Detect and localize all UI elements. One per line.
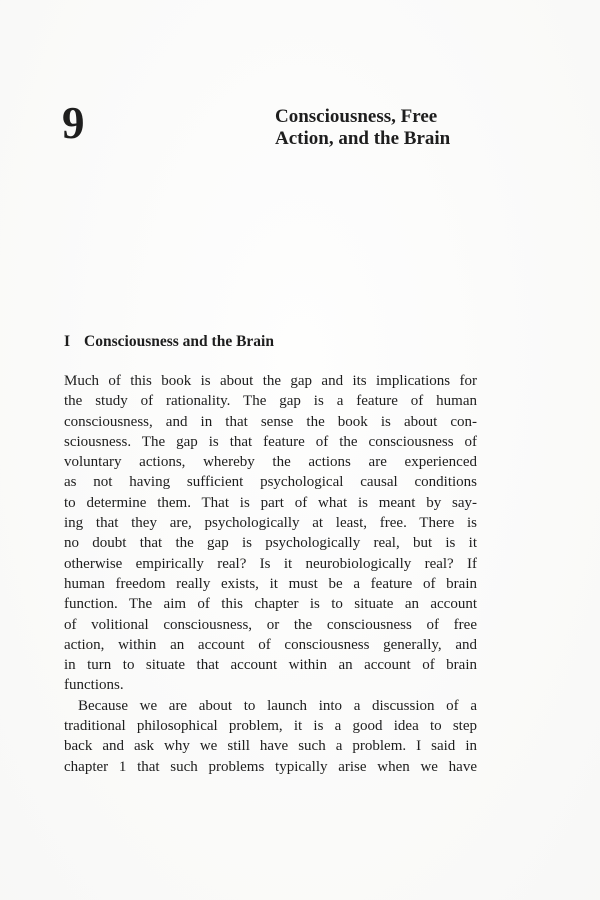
text-line: the study of rationality. The gap is a feature of human [64, 393, 477, 410]
text-line: to determine them. That is part of what is meant by say- [64, 494, 477, 511]
section-heading [64, 332, 274, 352]
text-line: sciousness. The gap is that feature of the consciousness of [64, 433, 477, 450]
chapter-number: 9 [62, 98, 85, 148]
section-numeral: I [64, 333, 71, 350]
text-line: ing that they are, psychologically at least, free. There is [64, 515, 477, 532]
chapter-title [275, 106, 450, 150]
text-line: function. The aim of this chapter is to situate an account [64, 596, 477, 613]
text-line: Much of this book is about the gap and its implications for [64, 373, 477, 389]
text-line: traditional philosophical problem, it is a good idea to step [64, 718, 477, 735]
text-line: no doubt that the gap is psychologically real, but is it [64, 535, 477, 552]
text-line: chapter 1 that such problems typically arise when we have [64, 758, 477, 775]
text-line: human freedom really exists, it must be a feature of brain [64, 575, 477, 592]
text-line: otherwise empirically real? Is it neurobiologically real? If [64, 555, 477, 572]
text-line: back and ask why we still have such a problem. I said in [64, 738, 477, 755]
text-line: in turn to situate that account within an account of brain [64, 657, 477, 674]
paragraph [64, 371, 477, 696]
text-line: action, within an account of consciousness generally, and [64, 636, 477, 653]
text-line: consciousness, and in that sense the book is about con- [64, 413, 477, 430]
text-line: as not having sufficient psychological causal conditions [64, 474, 477, 491]
text-line: Because we are about to launch into a discussion of a [78, 697, 477, 714]
chapter-title-line-2: Action, and the Brain [275, 128, 451, 149]
text-line: functions. [64, 677, 124, 694]
chapter-title-line-1: Consciousness, Free [275, 106, 438, 127]
body-text [64, 371, 477, 777]
text-line: voluntary actions, whereby the actions are experienced [64, 454, 477, 471]
section-heading-text: Consciousness and the Brain [84, 333, 274, 350]
text-line: of volitional consciousness, or the consciousness of free [64, 616, 477, 633]
paragraph [64, 696, 477, 777]
